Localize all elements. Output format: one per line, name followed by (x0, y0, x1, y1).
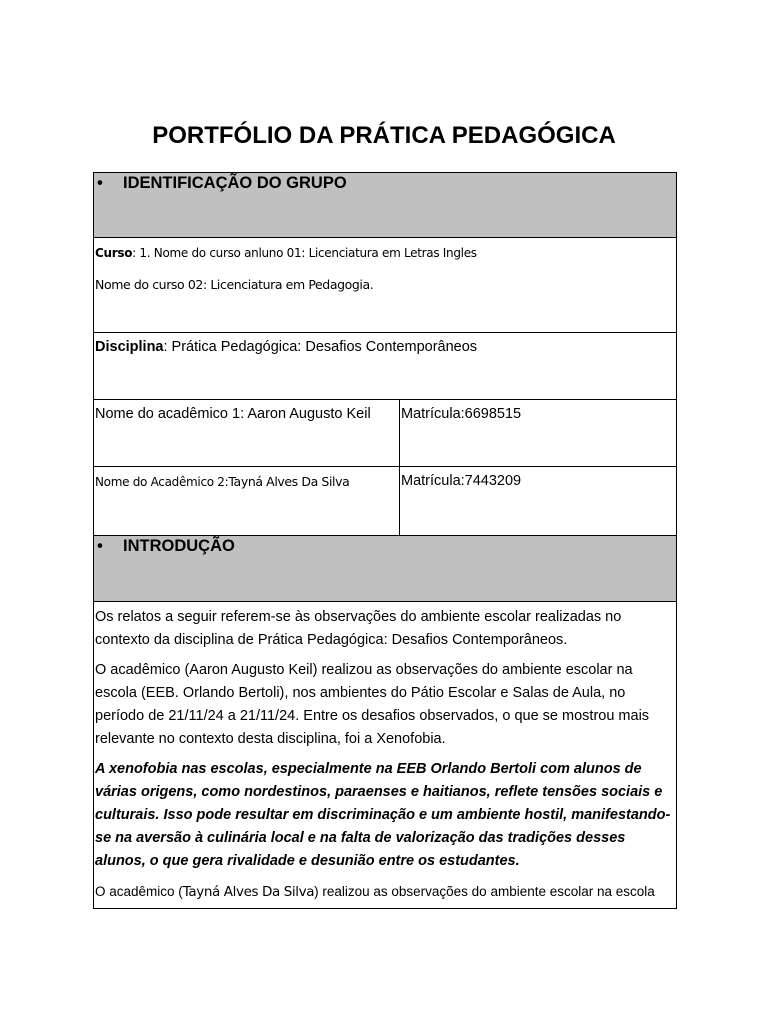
curso-cell (94, 238, 677, 333)
academico-2-cell (94, 467, 400, 536)
document-title: PORTFÓLIO DA PRÁTICA PEDAGÓGICA (152, 122, 616, 149)
academico-1-cell (94, 400, 400, 467)
section-introducao-header (94, 536, 677, 602)
academico-2-matricula: Matrícula:7443209 (401, 473, 522, 489)
intro-paragraph-1: Os relatos a seguir referem-se às observações do ambiente escolar realizadas no contexto da disciplina de Prática Pedagógica: Desafios Contemporâneos. (95, 609, 622, 648)
academico-1-matricula: Matrícula:6698515 (401, 406, 522, 422)
curso-line-1: : 1. Nome do curso anluno 01: Licenciatura em Letras Ingles (132, 246, 477, 260)
para-4-name: Tayná Alves Da Silva (182, 884, 315, 900)
introducao-body (94, 602, 677, 909)
section-identificacao-header (94, 173, 677, 238)
intro-paragraph-2: O acadêmico (Aaron Augusto Keil) realizou as observações do ambiente escolar na escola (EEB. Orlando Bertoli), nos ambientes do Pátio Escolar e Salas de Aula, no período de 21/11/24 a 21/11/24. Entre os desafios observados, o que se mostrou mais relevante no contexto desta disciplina, foi a Xenofobia. (95, 662, 650, 747)
section-heading: IDENTIFICAÇÃO DO GRUPO (123, 174, 347, 192)
bullet-icon: • (97, 174, 103, 192)
disciplina-label: Disciplina (95, 339, 164, 355)
academico-1-name: Nome do acadêmico 1: Aaron Augusto Keil (95, 406, 371, 422)
para-4-end: ) realizou as observações do ambiente escolar na escola (314, 884, 655, 899)
bullet-icon: • (97, 537, 103, 555)
matricula-2-cell (400, 467, 677, 536)
disciplina-value: : Prática Pedagógica: Desafios Contemporâneos (163, 339, 478, 355)
section-heading: INTRODUÇÃO (123, 537, 235, 555)
para-4-start: O acadêmico ( (95, 884, 183, 899)
matricula-1-cell (400, 400, 677, 467)
academico-2-name: Tayná Alves Da Silva (228, 474, 350, 489)
curso-label: Curso (95, 246, 133, 260)
intro-paragraph-3: A xenofobia nas escolas, especialmente na EEB Orlando Bertoli com alunos de várias origens, como nordestinos, paraenses e haitianos, reflete tensões sociais e culturais. Isso pode resultar em discriminação e um ambiente hostil, manifestando-se na aversão à culinária local e na falta de valorização das tradições desses alunos, o que gera rivalidade e desunião entre os estudantes. (95, 761, 671, 869)
academico-2-label: Nome do Acadêmico 2: (95, 475, 229, 489)
curso-line-2: Nome do curso 02: Licenciatura em Pedagogia. (95, 277, 374, 292)
disciplina-cell (94, 333, 677, 400)
portfolio-table (93, 172, 677, 909)
